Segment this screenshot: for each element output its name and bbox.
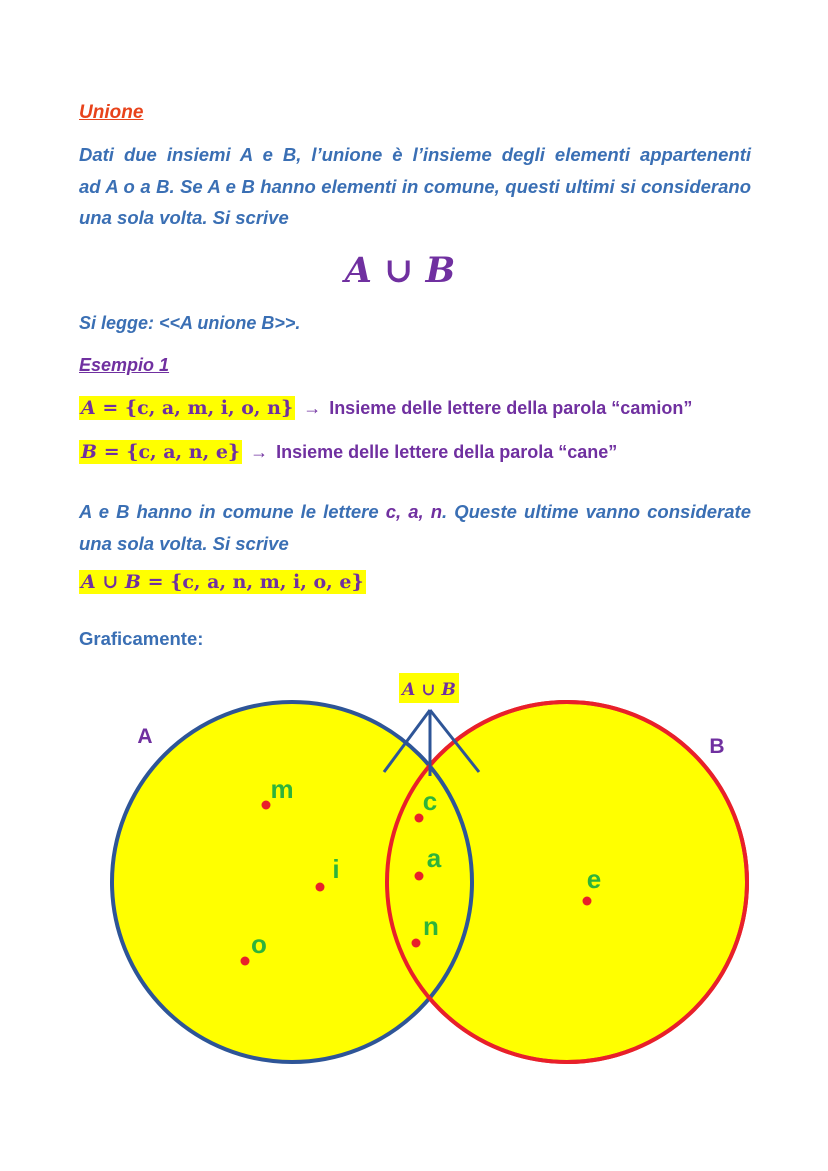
union-label: A ∪ B xyxy=(402,680,456,700)
element-e: e xyxy=(586,864,602,894)
dot-o xyxy=(241,957,250,966)
set-a-elements: = {c, a, m, i, o, n} xyxy=(102,397,294,419)
common-letters: c, a, n xyxy=(385,501,443,522)
set-b-elements: = {c, a, n, e} xyxy=(103,441,241,463)
union-result-symbol: A ∪ B xyxy=(81,571,141,593)
element-n: n xyxy=(423,911,439,941)
graphic-label: Graficamente: xyxy=(79,628,204,649)
set-b-label: B xyxy=(709,735,725,758)
element-m: m xyxy=(270,774,294,804)
common-text-before: A e B hanno in comune le lettere xyxy=(79,501,386,522)
example-title: Esempio 1 xyxy=(79,355,170,375)
set-a-symbol: A xyxy=(81,397,96,419)
dot-m xyxy=(262,801,271,810)
dot-a xyxy=(415,872,424,881)
dot-n xyxy=(412,939,421,948)
common-text-after: . Queste ultime vanno considerate xyxy=(442,501,751,522)
element-c: c xyxy=(422,786,438,816)
set-b-symbol: B xyxy=(81,441,98,463)
element-i: i xyxy=(332,854,340,884)
set-b-description: Insieme delle lettere della parola “cane” xyxy=(276,441,618,462)
element-o: o xyxy=(251,929,267,959)
definition-line-2: ad A o a B. Se A e B hanno elementi in comune, questi ultimi si considerano xyxy=(79,175,751,197)
definition-line-3: una sola volta. Si scrive xyxy=(79,207,289,228)
dot-e xyxy=(583,897,592,906)
union-result-elements: = {c, a, n, m, i, o, e} xyxy=(147,571,364,593)
dot-i xyxy=(316,883,325,892)
arrow-icon: → xyxy=(303,397,322,418)
common-line-2: una sola volta. Si scrive xyxy=(79,532,289,554)
reading-line: Si legge: <<A unione B>>. xyxy=(79,313,301,333)
definition-line-1: Dati due insiemi A e B, l’unione è l’insieme degli elementi appartenenti xyxy=(79,144,751,165)
set-a-description: Insieme delle lettere della parola “camion” xyxy=(329,397,693,418)
set-a-label: A xyxy=(137,725,153,748)
page-title: Unione xyxy=(79,102,144,123)
union-notation: A ∪ B xyxy=(344,250,456,291)
set-a-circle xyxy=(112,702,472,1062)
arrow-icon: → xyxy=(250,441,269,462)
element-a: a xyxy=(426,843,442,873)
